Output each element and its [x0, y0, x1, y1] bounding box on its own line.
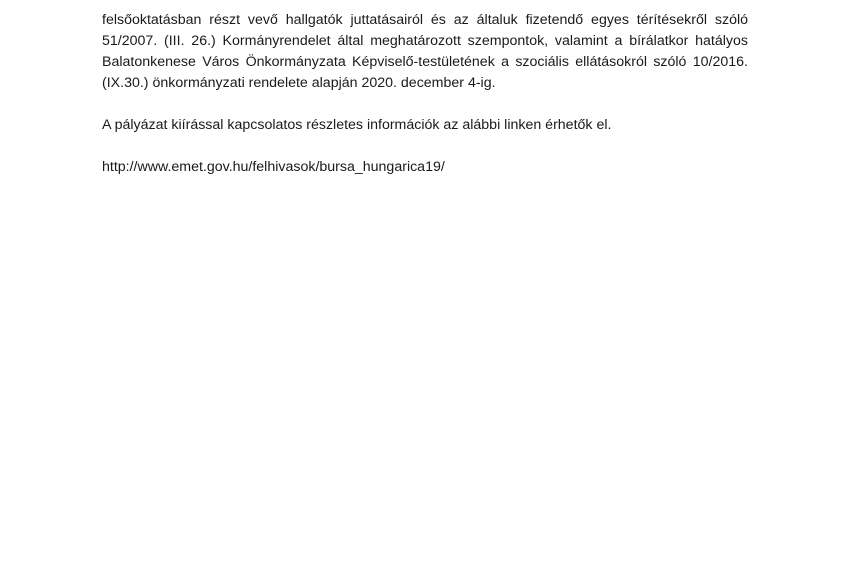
link-paragraph — [102, 157, 748, 178]
paragraph-eligibility — [102, 10, 748, 94]
document-body — [102, 0, 748, 178]
paragraph-line: (IX.30.) önkormányzati rendelete alapján 2020. december 4-ig. — [102, 75, 496, 91]
paragraph-line: felsőoktatásban részt vevő hallgatók juttatásairól és az általuk fizetendő egyes térítésekről szóló — [102, 12, 748, 28]
bursa-hungarica-link[interactable]: http://www.emet.gov.hu/felhivasok/bursa_hungarica19/ — [102, 159, 445, 175]
cut-off-previous-line — [102, 0, 748, 10]
paragraph-info: A pályázat kiírással kapcsolatos részletes információk az alábbi linken érhetők el. — [102, 117, 612, 133]
paragraph-spacer — [102, 94, 748, 115]
paragraph-line: 51/2007. (III. 26.) Kormányrendelet által meghatározott szempontok, valamint a bírálatkor hatályos — [102, 33, 748, 49]
paragraph-line: Balatonkenese Város Önkormányzata Képviselő-testületének a szociális ellátásokról szóló 10/2016. — [102, 54, 748, 70]
paragraph-spacer — [102, 136, 748, 157]
